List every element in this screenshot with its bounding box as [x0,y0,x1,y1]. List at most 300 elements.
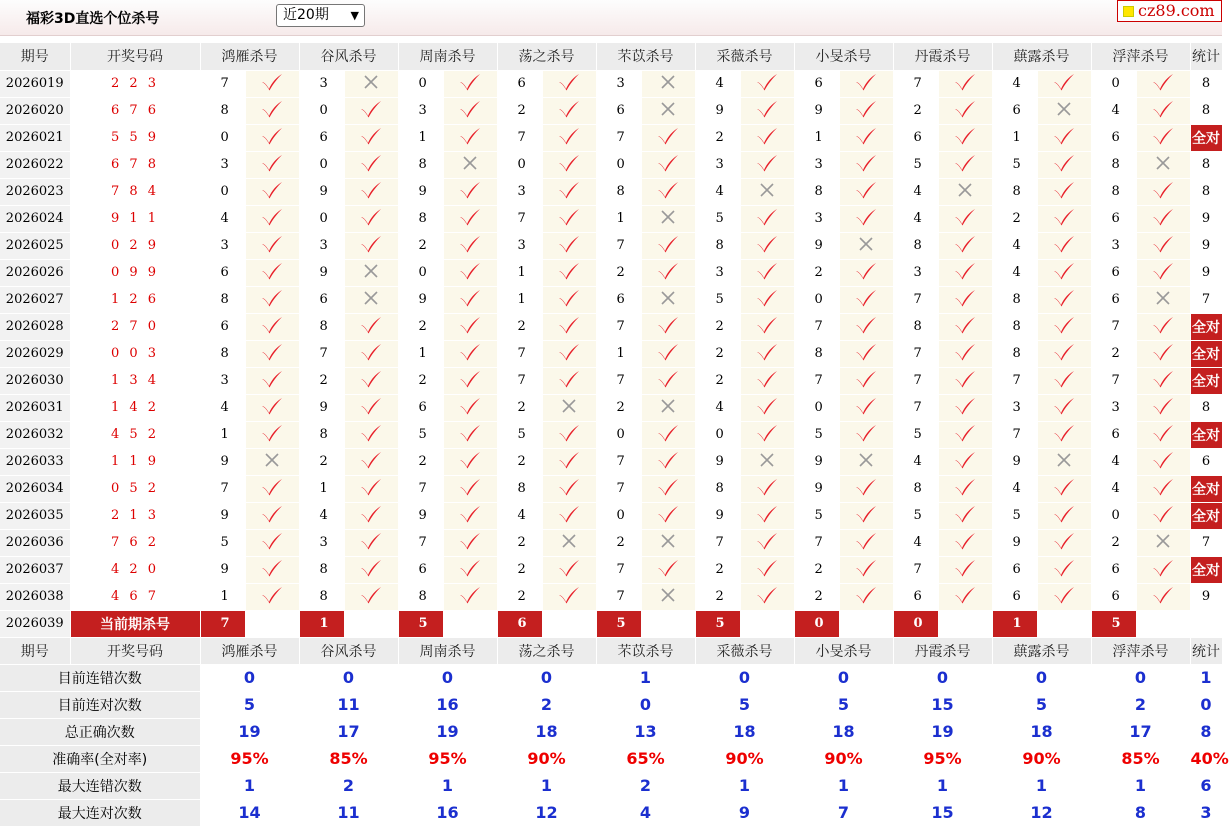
check-icon [1053,559,1075,577]
kill-number: 3 [200,232,245,259]
check-icon [1152,424,1174,442]
result-correct [542,583,596,610]
kill-number: 9 [794,97,839,124]
stats-value: 90% [497,745,596,772]
result-correct [1136,232,1190,259]
issue-number: 2026027 [0,286,70,313]
col-header-expert[interactable]: 鸿雁杀号 [200,43,299,70]
result-correct [1136,313,1190,340]
cross-icon [363,74,379,90]
check-mark-shape [361,182,381,199]
result-correct [1037,583,1091,610]
draw-number: 4 6 7 [70,583,200,610]
kill-number: 3 [695,151,740,178]
draw-number: 1 1 9 [70,448,200,475]
stats-value: 0 [695,664,794,691]
stats-value: 95% [398,745,497,772]
result-correct [344,205,398,232]
check-mark-shape [460,74,480,91]
check-mark-shape [460,317,480,334]
draw-number: 2 2 3 [70,70,200,97]
kill-number: 3 [794,151,839,178]
check-icon [657,235,679,253]
col-header-expert[interactable]: 荡之杀号 [497,43,596,70]
result-correct [344,232,398,259]
check-icon [954,73,976,91]
stats-value: 17 [1091,718,1190,745]
check-icon [261,181,283,199]
stats-value: 90% [695,745,794,772]
kill-number: 3 [200,151,245,178]
check-mark-shape [1153,425,1173,442]
col-header-expert[interactable]: 谷风杀号 [299,637,398,664]
check-mark-shape [1153,128,1173,145]
kill-number: 4 [1091,448,1136,475]
kill-number: 7 [992,421,1037,448]
stats-value: 1 [893,772,992,799]
kill-number: 4 [1091,97,1136,124]
check-mark-shape [460,479,480,496]
issue-number: 2026031 [0,394,70,421]
stats-value: 18 [992,718,1091,745]
stats-value: 2 [596,772,695,799]
col-header-draw: 开奖号码 [70,43,200,70]
check-mark-shape [1054,236,1074,253]
stats-value: 5 [200,691,299,718]
check-icon [459,505,481,523]
check-mark-shape [1054,479,1074,496]
result-wrong [1037,97,1091,124]
check-icon [855,154,877,172]
stat-all-correct-badge: 全对 [1190,475,1222,502]
check-icon [954,316,976,334]
kill-number: 7 [398,529,443,556]
cross-icon [1056,452,1072,468]
check-mark-shape [460,425,480,442]
kill-number: 2 [398,448,443,475]
check-icon [954,370,976,388]
check-icon [1152,505,1174,523]
stats-value: 19 [398,718,497,745]
site-logo[interactable] [1117,0,1222,22]
result-correct [344,583,398,610]
check-mark-shape [856,263,876,280]
stats-value: 9 [695,799,794,826]
draw-number: 0 9 9 [70,259,200,286]
kill-number: 3 [200,367,245,394]
draw-number: 7 6 2 [70,529,200,556]
col-header-expert[interactable]: 采薇杀号 [695,637,794,664]
current-issue-row [0,610,1222,637]
current-stat-spacer [1190,610,1222,637]
check-mark-shape [262,317,282,334]
check-icon [360,505,382,523]
check-icon [558,505,580,523]
result-correct [344,475,398,502]
kill-number: 3 [1091,232,1136,259]
check-icon [360,100,382,118]
col-header-expert[interactable]: 周南杀号 [398,637,497,664]
issue-number: 2026025 [0,232,70,259]
col-header-issue: 期号 [0,637,70,664]
result-correct [839,340,893,367]
stats-row [0,745,1222,772]
col-header-expert[interactable]: 谷风杀号 [299,43,398,70]
check-mark-shape [658,452,678,469]
check-mark-shape [559,209,579,226]
result-correct [740,97,794,124]
kill-number: 7 [1091,313,1136,340]
result-correct [641,502,695,529]
check-mark-shape [460,182,480,199]
kill-number: 0 [299,151,344,178]
current-kill-number: 1 [299,610,344,637]
col-header-expert[interactable]: 鸿雁杀号 [200,637,299,664]
check-icon [657,316,679,334]
check-mark-shape [658,236,678,253]
result-correct [245,502,299,529]
table-row [0,421,1222,448]
check-icon [360,316,382,334]
check-mark-shape [1054,587,1074,604]
period-select[interactable] [276,4,365,27]
kill-number: 7 [497,124,542,151]
col-header-expert[interactable]: 芣苡杀号 [596,637,695,664]
cross-icon [957,182,973,198]
stats-value: 85% [299,745,398,772]
check-mark-shape [955,74,975,91]
check-mark-shape [559,587,579,604]
stat-count: 8 [1190,151,1222,178]
stats-row [0,799,1222,826]
kill-number: 8 [596,178,641,205]
kill-number: 4 [992,70,1037,97]
check-mark-shape [658,317,678,334]
kill-number: 0 [1091,70,1136,97]
check-mark-shape [460,371,480,388]
kill-number: 2 [497,556,542,583]
stats-value: 18 [695,718,794,745]
check-icon [756,289,778,307]
table-row [0,286,1222,313]
check-mark-shape [262,506,282,523]
result-correct [344,394,398,421]
result-correct [344,448,398,475]
check-icon [855,208,877,226]
result-correct [245,97,299,124]
check-icon [459,208,481,226]
table-row [0,97,1222,124]
result-correct [938,205,992,232]
check-icon [954,505,976,523]
check-mark-shape [1153,236,1173,253]
col-header-expert[interactable]: 浮萍杀号 [1091,43,1190,70]
result-correct [938,124,992,151]
kill-number: 7 [1091,367,1136,394]
check-icon [459,451,481,469]
stats-value: 12 [992,799,1091,826]
check-icon [1152,100,1174,118]
check-icon [558,127,580,145]
result-correct [839,259,893,286]
check-mark-shape [262,560,282,577]
check-icon [558,100,580,118]
result-correct [542,259,596,286]
stats-value: 95% [200,745,299,772]
result-correct [641,178,695,205]
current-kill-number: 7 [200,610,245,637]
check-icon [558,478,580,496]
check-mark-shape [460,533,480,550]
result-correct [641,259,695,286]
check-mark-shape [1153,344,1173,361]
result-correct [245,529,299,556]
result-correct [938,340,992,367]
draw-number: 6 7 8 [70,151,200,178]
check-icon [1053,181,1075,199]
kill-number: 6 [200,313,245,340]
check-mark-shape [1153,182,1173,199]
kill-number: 0 [1091,502,1136,529]
kill-number: 3 [398,97,443,124]
result-correct [443,70,497,97]
kill-number: 6 [992,583,1037,610]
result-correct [245,259,299,286]
stats-value: 1 [695,772,794,799]
col-header-expert[interactable]: 蕻露杀号 [992,43,1091,70]
check-mark-shape [262,344,282,361]
table-row [0,448,1222,475]
kill-number: 5 [992,151,1037,178]
stats-value: 11 [299,799,398,826]
result-correct [938,502,992,529]
col-header-expert[interactable]: 周南杀号 [398,43,497,70]
check-icon [360,208,382,226]
issue-number: 2026033 [0,448,70,475]
kill-number: 9 [200,502,245,529]
stats-value: 40% [1190,745,1222,772]
result-correct [245,556,299,583]
kill-number: 5 [497,421,542,448]
result-correct [443,97,497,124]
result-wrong [344,286,398,313]
stats-value: 2 [497,691,596,718]
stats-value: 6 [1190,772,1222,799]
table-row [0,394,1222,421]
kill-number: 3 [497,178,542,205]
check-mark-shape [1153,371,1173,388]
page-title: 福彩3D直选个位杀号 [26,11,160,27]
check-icon [756,100,778,118]
col-header-expert[interactable]: 蕻露杀号 [992,637,1091,664]
check-icon [558,208,580,226]
check-icon [855,478,877,496]
kill-number: 6 [398,394,443,421]
result-correct [1136,448,1190,475]
kill-number: 0 [695,421,740,448]
result-correct [1037,151,1091,178]
check-icon [1152,262,1174,280]
stats-value: 18 [497,718,596,745]
check-icon [459,343,481,361]
col-header-expert[interactable]: 浮萍杀号 [1091,637,1190,664]
kill-number: 7 [695,529,740,556]
check-mark-shape [262,398,282,415]
col-header-expert[interactable]: 丹霞杀号 [893,43,992,70]
result-correct [938,448,992,475]
kill-number: 4 [200,394,245,421]
check-icon [954,559,976,577]
result-correct [1136,394,1190,421]
check-icon [1152,478,1174,496]
check-icon [855,127,877,145]
kill-number: 5 [695,286,740,313]
kill-number: 2 [497,313,542,340]
kill-number: 2 [398,232,443,259]
current-kill-number: 5 [596,610,641,637]
result-correct [344,529,398,556]
check-mark-shape [460,101,480,118]
cross-icon [660,209,676,225]
result-correct [938,70,992,97]
result-correct [542,124,596,151]
result-correct [740,394,794,421]
check-mark-shape [460,452,480,469]
result-correct [641,313,695,340]
kill-number: 4 [299,502,344,529]
check-icon [558,343,580,361]
check-icon [657,154,679,172]
check-mark-shape [1054,560,1074,577]
check-icon [855,532,877,550]
kill-number: 2 [695,556,740,583]
check-icon [1152,73,1174,91]
check-icon [459,397,481,415]
kill-number: 9 [695,97,740,124]
check-mark-shape [1153,263,1173,280]
result-correct [740,205,794,232]
check-icon [558,451,580,469]
result-correct [740,259,794,286]
stats-value: 5 [992,691,1091,718]
check-icon [261,586,283,604]
result-correct [443,205,497,232]
kill-number: 8 [299,421,344,448]
check-mark-shape [559,155,579,172]
check-icon [855,424,877,442]
result-correct [641,340,695,367]
kill-number: 3 [992,394,1037,421]
kill-number: 7 [596,367,641,394]
stats-value: 0 [299,664,398,691]
result-correct [938,367,992,394]
stat-all-correct-badge: 全对 [1190,421,1222,448]
check-mark-shape [757,155,777,172]
cross-icon [1155,290,1171,306]
check-mark-shape [658,263,678,280]
result-correct [839,421,893,448]
check-mark-shape [955,317,975,334]
check-icon [954,586,976,604]
check-icon [657,127,679,145]
kill-number: 7 [299,340,344,367]
issue-number: 2026037 [0,556,70,583]
col-header-expert[interactable]: 小旻杀号 [794,43,893,70]
result-correct [245,340,299,367]
col-header-expert[interactable]: 采薇杀号 [695,43,794,70]
cross-icon [363,263,379,279]
check-icon [756,478,778,496]
cross-icon [1155,155,1171,171]
check-mark-shape [856,74,876,91]
kill-number: 8 [992,178,1037,205]
draw-number: 2 7 0 [70,313,200,340]
stats-label: 总正确次数 [0,718,200,745]
result-correct [938,259,992,286]
col-header-expert[interactable]: 荡之杀号 [497,637,596,664]
check-icon [855,100,877,118]
check-mark-shape [262,209,282,226]
check-mark-shape [658,425,678,442]
header-row [0,43,1222,70]
result-correct [245,286,299,313]
current-kill-number: 5 [695,610,740,637]
check-icon [261,559,283,577]
kill-number: 8 [794,340,839,367]
table-row [0,367,1222,394]
result-correct [542,556,596,583]
check-mark-shape [1153,452,1173,469]
col-header-expert[interactable]: 小旻杀号 [794,637,893,664]
kill-number: 6 [1091,583,1136,610]
col-header-expert[interactable]: 丹霞杀号 [893,637,992,664]
stats-value: 1 [1091,772,1190,799]
result-correct [740,70,794,97]
stat-all-correct-badge: 全对 [1190,367,1222,394]
check-mark-shape [856,128,876,145]
result-correct [839,502,893,529]
issue-number: 2026023 [0,178,70,205]
check-icon [459,100,481,118]
check-mark-shape [361,398,381,415]
check-mark-shape [361,236,381,253]
result-correct [245,313,299,340]
stats-value: 11 [299,691,398,718]
check-icon [855,586,877,604]
kill-number: 2 [695,367,740,394]
check-icon [657,424,679,442]
kill-number: 2 [497,583,542,610]
check-mark-shape [1153,560,1173,577]
result-correct [641,475,695,502]
kill-number: 0 [398,259,443,286]
kill-number: 8 [299,313,344,340]
kill-number: 7 [497,340,542,367]
kill-number: 8 [893,475,938,502]
col-header-expert[interactable]: 芣苡杀号 [596,43,695,70]
check-icon [1053,478,1075,496]
check-icon [954,532,976,550]
kill-number: 3 [299,232,344,259]
check-mark-shape [559,344,579,361]
current-kill-number: 1 [992,610,1037,637]
check-icon [1053,154,1075,172]
result-correct [245,421,299,448]
result-correct [1037,475,1091,502]
check-mark-shape [1054,128,1074,145]
kill-number: 8 [398,205,443,232]
stat-count: 9 [1190,205,1222,232]
